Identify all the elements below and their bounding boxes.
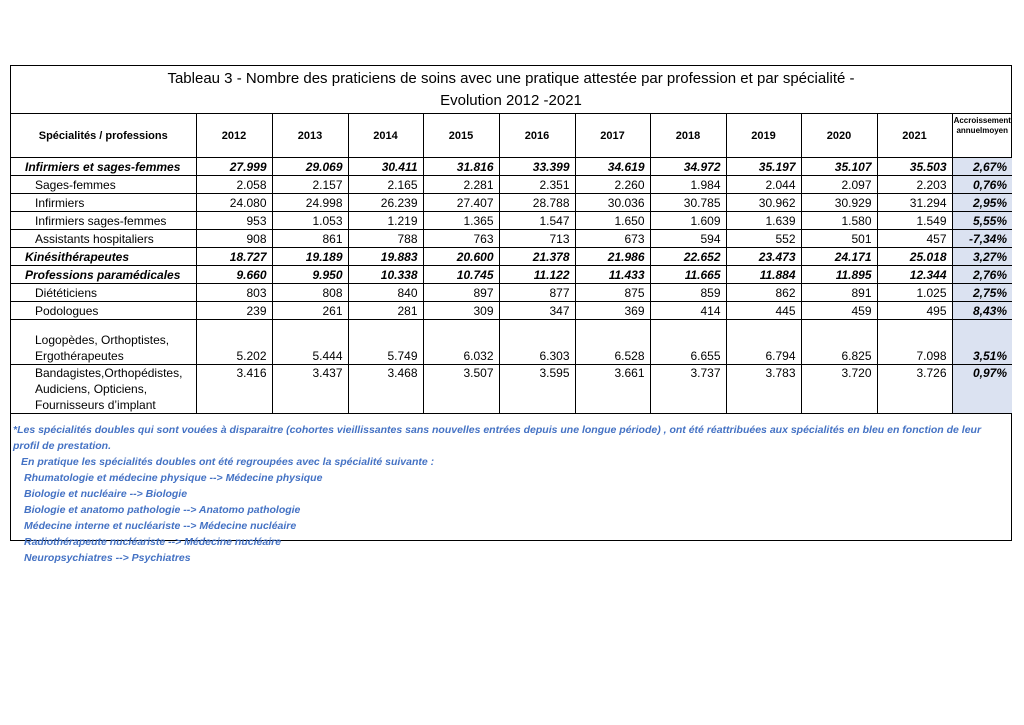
table-row xyxy=(11,194,1012,212)
cell-value: 2.157 xyxy=(272,176,348,194)
mapping-item: Biologie et nucléaire --> Biologie xyxy=(24,488,188,500)
cell-value: 3.726 xyxy=(877,365,952,414)
header-year: 2017 xyxy=(575,114,650,158)
data-table xyxy=(11,114,1012,414)
cell-value: 859 xyxy=(650,284,726,302)
cell-value: 763 xyxy=(423,230,499,248)
table-row xyxy=(11,320,1012,365)
row-label-line: Audiciens, Opticiens, xyxy=(35,382,148,396)
row-label: Kinésithérapeutes xyxy=(11,248,196,266)
header-year: 2013 xyxy=(272,114,348,158)
cell-value: 239 xyxy=(196,302,272,320)
header-year: 2018 xyxy=(650,114,726,158)
cell-value: 31.294 xyxy=(877,194,952,212)
cell-value: 35.503 xyxy=(877,158,952,176)
mapping-item: Biologie et anatomo pathologie --> Anatomo pathologie xyxy=(24,504,301,516)
cell-value: 30.036 xyxy=(575,194,650,212)
cell-value: 2.044 xyxy=(726,176,801,194)
cell-value: 281 xyxy=(348,302,423,320)
cell-value: 26.239 xyxy=(348,194,423,212)
table-row-group xyxy=(11,158,1012,176)
table-row-group xyxy=(11,266,1012,284)
row-label: Podologues xyxy=(11,302,196,320)
row-label: Sages-femmes xyxy=(11,176,196,194)
cell-value: 891 xyxy=(801,284,877,302)
cell-value: 2.281 xyxy=(423,176,499,194)
row-label-line: Ergothérapeutes xyxy=(35,349,124,363)
cell-value: 6.528 xyxy=(575,320,650,365)
row-label: Professions paramédicales xyxy=(11,266,196,284)
cell-value: 19.189 xyxy=(272,248,348,266)
mapping-item: Rhumatologie et médecine physique --> Médecine physique xyxy=(24,472,323,484)
growth-rate: 2,75% xyxy=(952,284,1012,302)
cell-value: 11.122 xyxy=(499,266,575,284)
cell-value: 369 xyxy=(575,302,650,320)
row-label: Diététiciens xyxy=(11,284,196,302)
cell-value: 3.661 xyxy=(575,365,650,414)
cell-value: 22.652 xyxy=(650,248,726,266)
cell-value: 3.595 xyxy=(499,365,575,414)
cell-value: 9.660 xyxy=(196,266,272,284)
cell-value: 3.437 xyxy=(272,365,348,414)
cell-value: 897 xyxy=(423,284,499,302)
row-label: Infirmiers xyxy=(11,194,196,212)
table-row xyxy=(11,302,1012,320)
cell-value: 3.737 xyxy=(650,365,726,414)
cell-value: 3.507 xyxy=(423,365,499,414)
table-row xyxy=(11,176,1012,194)
cell-value: 459 xyxy=(801,302,877,320)
cell-value: 6.032 xyxy=(423,320,499,365)
cell-value: 21.986 xyxy=(575,248,650,266)
table-row-group xyxy=(11,248,1012,266)
table-row xyxy=(11,284,1012,302)
cell-value: 861 xyxy=(272,230,348,248)
cell-value: 1.025 xyxy=(877,284,952,302)
cell-value: 6.825 xyxy=(801,320,877,365)
row-label xyxy=(11,365,196,414)
cell-value: 28.788 xyxy=(499,194,575,212)
cell-value: 10.745 xyxy=(423,266,499,284)
cell-value: 29.069 xyxy=(272,158,348,176)
cell-value: 23.473 xyxy=(726,248,801,266)
table-frame xyxy=(10,65,1012,564)
cell-value: 1.549 xyxy=(877,212,952,230)
cell-value: 2.165 xyxy=(348,176,423,194)
cell-value: 457 xyxy=(877,230,952,248)
header-year: 2020 xyxy=(801,114,877,158)
cell-value: 552 xyxy=(726,230,801,248)
cell-value: 803 xyxy=(196,284,272,302)
cell-value: 34.619 xyxy=(575,158,650,176)
cell-value: 713 xyxy=(499,230,575,248)
cell-value: 2.058 xyxy=(196,176,272,194)
cell-value: 862 xyxy=(726,284,801,302)
cell-value: 673 xyxy=(575,230,650,248)
header-year: 2014 xyxy=(348,114,423,158)
row-label xyxy=(11,320,196,365)
cell-value: 11.433 xyxy=(575,266,650,284)
header-year: 2021 xyxy=(877,114,952,158)
cell-value: 877 xyxy=(499,284,575,302)
header-label: Spécialités / professions xyxy=(11,114,196,158)
growth-rate: 2,76% xyxy=(952,266,1012,284)
cell-value: 2.097 xyxy=(801,176,877,194)
cell-value: 788 xyxy=(348,230,423,248)
growth-rate: -7,34% xyxy=(952,230,1012,248)
cell-value: 6.303 xyxy=(499,320,575,365)
cell-value: 445 xyxy=(726,302,801,320)
cell-value: 24.080 xyxy=(196,194,272,212)
cell-value: 9.950 xyxy=(272,266,348,284)
growth-rate: 2,67% xyxy=(952,158,1012,176)
cell-value: 1.219 xyxy=(348,212,423,230)
cell-value: 27.999 xyxy=(196,158,272,176)
cell-value: 309 xyxy=(423,302,499,320)
title-line-1: Tableau 3 - Nombre des praticiens de soins avec une pratique attestée par profession et par spécialité - xyxy=(167,70,855,87)
cell-value: 5.444 xyxy=(272,320,348,365)
cell-value: 3.720 xyxy=(801,365,877,414)
cell-value: 24.171 xyxy=(801,248,877,266)
cell-value: 908 xyxy=(196,230,272,248)
footnotes xyxy=(11,414,1011,566)
cell-value: 31.816 xyxy=(423,158,499,176)
growth-rate: 3,51% xyxy=(952,320,1012,365)
cell-value: 35.107 xyxy=(801,158,877,176)
header-year: 2019 xyxy=(726,114,801,158)
cell-value: 1.547 xyxy=(499,212,575,230)
mapping-item: Médecine interne et nucléariste --> Médecine nucléaire xyxy=(24,520,297,532)
header-row xyxy=(11,114,1012,158)
cell-value: 11.884 xyxy=(726,266,801,284)
growth-rate: 3,27% xyxy=(952,248,1012,266)
row-label-line: Logopèdes, Orthoptistes, xyxy=(35,333,170,347)
cell-value: 1.609 xyxy=(650,212,726,230)
mapping-item: Neuropsychiatres --> Psychiatres xyxy=(24,552,191,564)
cell-value: 1.984 xyxy=(650,176,726,194)
table-row xyxy=(11,212,1012,230)
cell-value: 30.411 xyxy=(348,158,423,176)
cell-value: 261 xyxy=(272,302,348,320)
cell-value: 808 xyxy=(272,284,348,302)
cell-value: 34.972 xyxy=(650,158,726,176)
cell-value: 840 xyxy=(348,284,423,302)
cell-value: 495 xyxy=(877,302,952,320)
cell-value: 6.794 xyxy=(726,320,801,365)
cell-value: 12.344 xyxy=(877,266,952,284)
cell-value: 24.998 xyxy=(272,194,348,212)
cell-value: 2.351 xyxy=(499,176,575,194)
cell-value: 6.655 xyxy=(650,320,726,365)
cell-value: 347 xyxy=(499,302,575,320)
cell-value: 875 xyxy=(575,284,650,302)
cell-value: 11.895 xyxy=(801,266,877,284)
cell-value: 594 xyxy=(650,230,726,248)
row-label-line: Bandagistes,Orthopédistes, xyxy=(35,366,183,380)
table-row xyxy=(11,230,1012,248)
cell-value: 953 xyxy=(196,212,272,230)
growth-rate: 0,76% xyxy=(952,176,1012,194)
cell-value: 3.416 xyxy=(196,365,272,414)
mapping-item: Radiothérapeute nucléariste --> Médecine nucléaire xyxy=(24,536,282,548)
cell-value: 30.962 xyxy=(726,194,801,212)
table-title xyxy=(11,66,1011,114)
cell-value: 33.399 xyxy=(499,158,575,176)
cell-value: 2.203 xyxy=(877,176,952,194)
header-growth: Accroissement annuelmoyen xyxy=(952,114,1012,158)
footnote-text: *Les spécialités doubles qui sont vouées à disparaitre (cohortes vieillissantes sans nouvelles entrées depuis une longue période) , ont été réattribuées aux spécialités en bleu en fonction de leur profil de prestation. xyxy=(13,424,982,452)
cell-value: 2.260 xyxy=(575,176,650,194)
cell-value: 35.197 xyxy=(726,158,801,176)
growth-rate: 0,97% xyxy=(952,365,1012,414)
header-year: 2012 xyxy=(196,114,272,158)
cell-value: 3.783 xyxy=(726,365,801,414)
cell-value: 1.639 xyxy=(726,212,801,230)
cell-value: 1.053 xyxy=(272,212,348,230)
cell-value: 30.929 xyxy=(801,194,877,212)
cell-value: 414 xyxy=(650,302,726,320)
cell-value: 3.468 xyxy=(348,365,423,414)
cell-value: 27.407 xyxy=(423,194,499,212)
cell-value: 20.600 xyxy=(423,248,499,266)
cell-value: 5.749 xyxy=(348,320,423,365)
cell-value: 11.665 xyxy=(650,266,726,284)
cell-value: 501 xyxy=(801,230,877,248)
title-line-2: Evolution 2012 -2021 xyxy=(440,92,582,109)
cell-value: 19.883 xyxy=(348,248,423,266)
growth-rate: 5,55% xyxy=(952,212,1012,230)
row-label: Infirmiers sages-femmes xyxy=(11,212,196,230)
cell-value: 1.365 xyxy=(423,212,499,230)
growth-rate: 8,43% xyxy=(952,302,1012,320)
cell-value: 1.650 xyxy=(575,212,650,230)
cell-value: 18.727 xyxy=(196,248,272,266)
table-row xyxy=(11,365,1012,414)
row-label: Infirmiers et sages-femmes xyxy=(11,158,196,176)
cell-value: 30.785 xyxy=(650,194,726,212)
cell-value: 25.018 xyxy=(877,248,952,266)
header-year: 2016 xyxy=(499,114,575,158)
growth-rate: 2,95% xyxy=(952,194,1012,212)
cell-value: 5.202 xyxy=(196,320,272,365)
cell-value: 21.378 xyxy=(499,248,575,266)
cell-value: 10.338 xyxy=(348,266,423,284)
row-label-line: Fournisseurs d’implant xyxy=(35,398,156,412)
footnote-intro: En pratique les spécialités doubles ont été regroupées avec la spécialité suivante : xyxy=(21,456,435,468)
cell-value: 7.098 xyxy=(877,320,952,365)
cell-value: 1.580 xyxy=(801,212,877,230)
header-year: 2015 xyxy=(423,114,499,158)
row-label: Assistants hospitaliers xyxy=(11,230,196,248)
